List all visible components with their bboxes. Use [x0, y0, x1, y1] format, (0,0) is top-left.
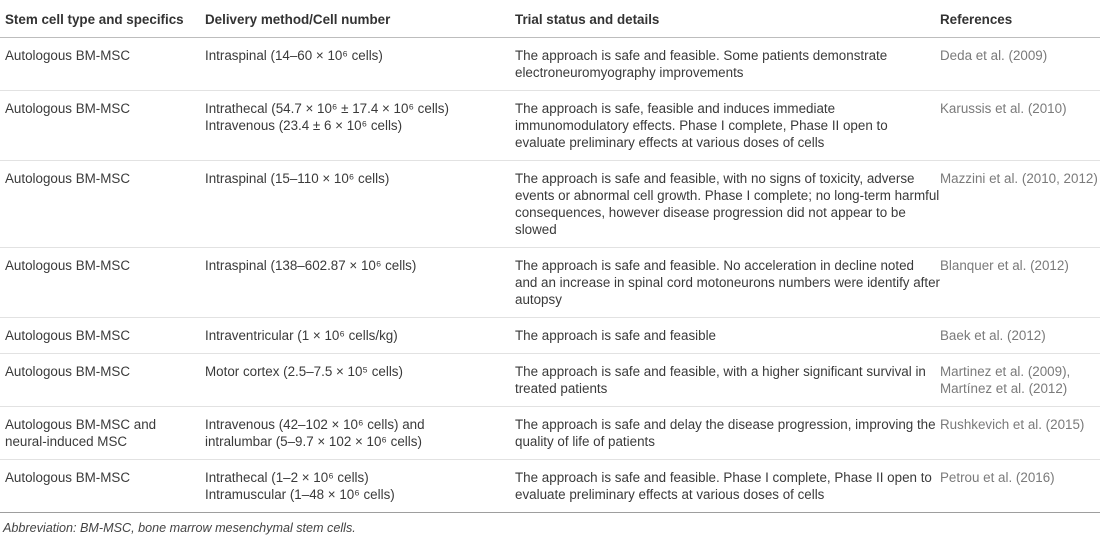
- delivery-line: Intravenous (42–102 × 10⁶ cells) and: [205, 417, 425, 432]
- table-row: [0, 318, 1100, 354]
- header-references: References: [940, 0, 1100, 38]
- delivery-method: [200, 407, 512, 460]
- trial-text: The approach is safe and feasible. Some patients demonstrate electroneuromyography improvements: [515, 48, 888, 80]
- cell-type: [0, 248, 200, 318]
- cell-type: [0, 91, 200, 161]
- table-row: [0, 38, 1100, 91]
- reference: [940, 248, 1100, 318]
- reference: [940, 354, 1100, 407]
- header-cell-type: Stem cell type and specifics: [0, 0, 200, 38]
- table-row: [0, 248, 1100, 318]
- trial-text: The approach is safe and delay the disease progression, improving the quality of life of patients: [515, 417, 936, 449]
- reference: [940, 407, 1100, 460]
- reference-link[interactable]: Rushkevich et al. (2015): [940, 417, 1085, 432]
- reference-link[interactable]: Petrou et al. (2016): [940, 470, 1055, 485]
- cell-type-text: Autologous BM-MSC: [5, 470, 131, 485]
- delivery-line: Intraspinal (14–60 × 10⁶ cells): [205, 48, 383, 63]
- cell-type-text: Autologous BM-MSC and neural-induced MSC: [5, 417, 157, 449]
- table-row: [0, 354, 1100, 407]
- trial-text: The approach is safe and feasible. No acceleration in decline noted and an increase in spinal cord motoneurons numbers were identify after autopsy: [515, 258, 941, 307]
- header-row: [0, 0, 1100, 38]
- trial-text: The approach is safe and feasible, with no signs of toxicity, adverse events or abnormal cell growth. Phase I complete; no long-term harmful consequences, however disease progression did not appear to be slowed: [515, 171, 940, 237]
- cell-type-text: Autologous BM-MSC: [5, 101, 131, 116]
- cell-type-text: Autologous BM-MSC: [5, 48, 131, 63]
- delivery-line: Intraspinal (15–110 × 10⁶ cells): [205, 171, 390, 186]
- delivery-line: Intraspinal (138–602.87 × 10⁶ cells): [205, 258, 417, 273]
- reference-link[interactable]: Baek et al. (2012): [940, 328, 1046, 343]
- delivery-method: [200, 248, 512, 318]
- delivery-method: [200, 38, 512, 91]
- delivery-line: Intraventricular (1 × 10⁶ cells/kg): [205, 328, 398, 343]
- table-body: [0, 38, 1100, 513]
- cell-type: [0, 460, 200, 513]
- trial-text: The approach is safe and feasible, with a higher significant survival in treated patients: [515, 364, 926, 396]
- reference-link[interactable]: Mazzini et al. (2010, 2012): [940, 171, 1098, 186]
- trial-details: [512, 354, 940, 407]
- trial-text: The approach is safe and feasible. Phase I complete, Phase II open to evaluate preliminary effects at various doses of cells: [515, 470, 932, 502]
- delivery-method: [200, 460, 512, 513]
- cell-type-text: Autologous BM-MSC: [5, 258, 131, 273]
- delivery-method: [200, 161, 512, 248]
- table-row: [0, 407, 1100, 460]
- cell-type: [0, 354, 200, 407]
- trial-details: [512, 38, 940, 91]
- reference: [940, 161, 1100, 248]
- cell-type: [0, 318, 200, 354]
- reference: [940, 460, 1100, 513]
- reference: [940, 318, 1100, 354]
- cell-type-text: Autologous BM-MSC: [5, 364, 131, 379]
- cell-type-text: Autologous BM-MSC: [5, 171, 131, 186]
- delivery-line: Intramuscular (1–48 × 10⁶ cells): [205, 487, 395, 502]
- cell-type-text: Autologous BM-MSC: [5, 328, 131, 343]
- table-row: [0, 460, 1100, 513]
- delivery-method: [200, 318, 512, 354]
- reference-link[interactable]: Martinez et al. (2009), Martínez et al. (2012): [940, 364, 1071, 396]
- trial-text: The approach is safe, feasible and induces immediate immunomodulatory effects. Phase I complete, Phase II open to evaluate preliminary effects at various doses of cells: [515, 101, 888, 150]
- header-delivery: Delivery method/Cell number: [200, 0, 512, 38]
- trial-details: [512, 161, 940, 248]
- table-header: [0, 0, 1100, 38]
- trial-details: [512, 460, 940, 513]
- trial-text: The approach is safe and feasible: [515, 328, 716, 343]
- delivery-method: [200, 354, 512, 407]
- cell-type: [0, 407, 200, 460]
- cell-type: [0, 38, 200, 91]
- delivery-line: Intravenous (23.4 ± 6 × 10⁶ cells): [205, 118, 403, 133]
- delivery-line: Intrathecal (54.7 × 10⁶ ± 17.4 × 10⁶ cells): [205, 101, 449, 116]
- delivery-line: Intrathecal (1–2 × 10⁶ cells): [205, 470, 369, 485]
- delivery-line: Motor cortex (2.5–7.5 × 10⁵ cells): [205, 364, 403, 379]
- reference: [940, 91, 1100, 161]
- trial-details: [512, 91, 940, 161]
- trial-details: [512, 318, 940, 354]
- cell-type: [0, 161, 200, 248]
- table-row: [0, 91, 1100, 161]
- table-footnote: Abbreviation: BM-MSC, bone marrow mesenchymal stem cells.: [3, 521, 356, 535]
- reference-link[interactable]: Blanquer et al. (2012): [940, 258, 1069, 273]
- reference: [940, 38, 1100, 91]
- trial-details: [512, 248, 940, 318]
- reference-link[interactable]: Deda et al. (2009): [940, 48, 1048, 63]
- reference-link[interactable]: Karussis et al. (2010): [940, 101, 1067, 116]
- header-trial-status: Trial status and details: [512, 0, 940, 38]
- trial-details: [512, 407, 940, 460]
- delivery-method: [200, 91, 512, 161]
- delivery-line: intralumbar (5–9.7 × 102 × 10⁶ cells): [205, 434, 422, 449]
- table-row: [0, 161, 1100, 248]
